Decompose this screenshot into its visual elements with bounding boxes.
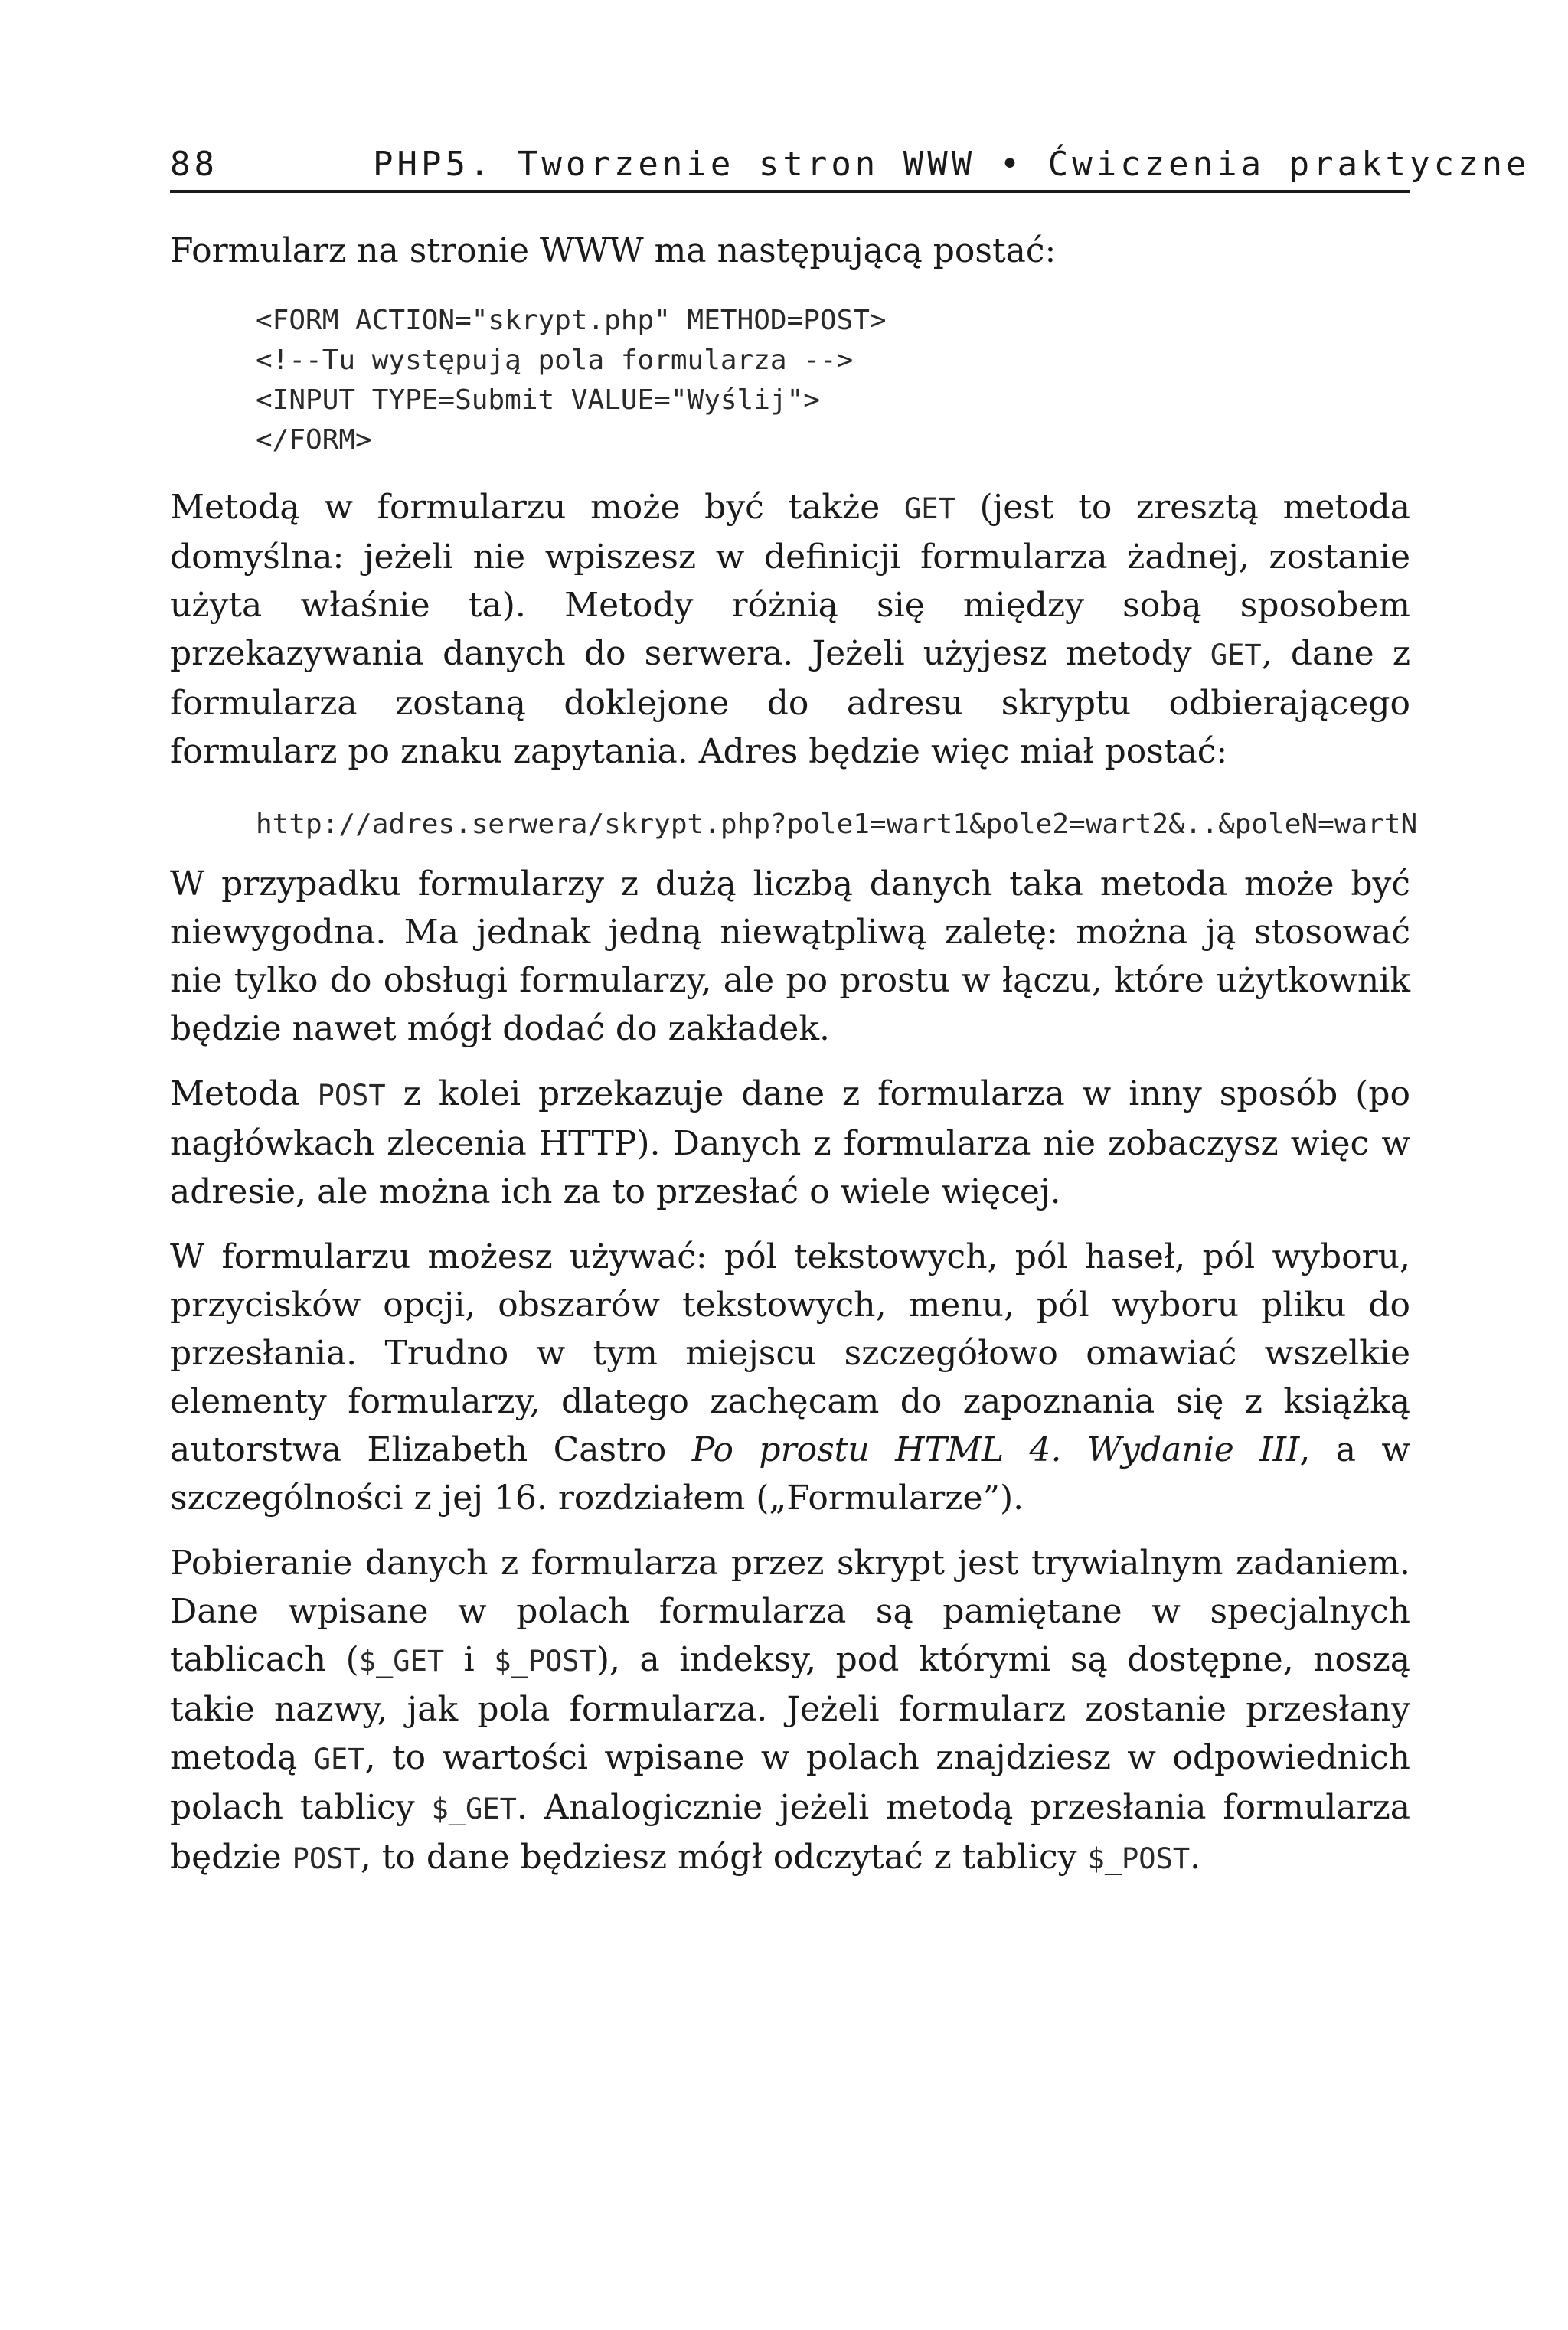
lead-paragraph: Formularz na stronie WWW ma następującą postać:: [170, 231, 1057, 270]
inline-code: POST: [317, 1079, 386, 1112]
text-run: (jest to zresztą metoda domyślna: jeżeli nie wpiszesz w definicji formularza żadnej, zostanie użyta właśnie ta). Metody różnią się między sobą sposobem przekazywania danych do serwera. Jeżeli użyjesz metody: [170, 488, 1410, 673]
code-line: <FORM ACTION="skrypt.php" METHOD=POST>: [256, 305, 887, 336]
paragraph-get-drawbacks: W przypadku formularzy z dużą liczbą danych taka metoda może być niewygodna. Ma jednak jedną niewątpliwą zaletę: można ją stosować nie tylko do obsługi formularzy, ale po prostu w łączu, które użytkownik będzie nawet mógł dodać do zakładek.: [170, 864, 1410, 1048]
text-run: . Analogicznie jeżeli metodą przesłania formularza będzie: [170, 1788, 1411, 1877]
text-run: z kolei przekazuje dane z formularza w inny sposób (po nagłówkach zlecenia HTTP). Danych z formularza nie zobaczysz więc w adresie, ale można ich za to przesłać o wiele więcej.: [170, 1074, 1410, 1211]
inline-code: $_POST: [1087, 1842, 1191, 1875]
code-line: </FORM>: [256, 424, 372, 456]
inline-code: GET: [1210, 639, 1262, 672]
code-line: <INPUT TYPE=Submit VALUE="Wyślij">: [256, 384, 820, 416]
inline-code: GET: [313, 1743, 365, 1776]
text-run: Metoda: [170, 1074, 318, 1113]
url-code-example: [170, 805, 1418, 845]
running-title: PHP5. Tworzenie stron WWW • Ćwiczenia praktyczne: [373, 145, 1530, 184]
text-run: , a w szczególności z jej 16. rozdziałem („Formularze”).: [170, 1430, 1411, 1518]
page-number: 88: [170, 145, 218, 184]
text-run: W formularzu możesz używać: pól tekstowych, pól haseł, pól wyboru, przycisków opcji, obszarów tekstowych, menu, pól wyboru pliku do przesłania. Trudno w tym miejscu szczegółowo omawiać wszelkie elementy formularzy, dlatego zachęcam do zapoznania się z książką autorstwa Elizabeth Castro: [170, 1237, 1410, 1469]
text-run: ), a indeksy, pod którymi są dostępne, noszą takie nazwy, jak pola formularza. Jeżeli formularz zostanie przesłany metodą: [170, 1640, 1411, 1777]
paragraph-reading-data: [170, 1539, 1410, 1883]
inline-code: $_GET: [358, 1645, 445, 1678]
paragraph-post-method: [170, 1070, 1410, 1216]
book-title: Po prostu HTML 4. Wydanie III: [691, 1430, 1300, 1469]
inline-code: $_GET: [431, 1792, 517, 1825]
paragraph-get-method: [170, 483, 1410, 776]
inline-code: POST: [292, 1842, 361, 1875]
code-line: <!--Tu występują pola formularza -->: [256, 345, 854, 376]
paragraph-form-elements: [170, 1233, 1410, 1522]
text-run: , to dane będziesz mógł odczytać z tablicy: [360, 1838, 1088, 1877]
text-run: Metodą w formularzu może być także: [170, 488, 904, 527]
text-run: , to wartości wpisane w polach znajdziesz w odpowiednich polach tablicy: [170, 1738, 1410, 1827]
text-run: Pobieranie danych z formularza przez skrypt jest trywialnym zadaniem. Dane wpisane w polach formularza są pamiętane w specjalnych tablicach (: [170, 1544, 1410, 1679]
text-run: , dane z formularza zostaną doklejone do adresu skryptu odbierającego formularz po znaku zapytania. Adres będzie więc miał postać:: [170, 634, 1411, 771]
form-code-example: [170, 301, 1410, 460]
code-line: http://adres.serwera/skrypt.php?pole1=wart1&pole2=wart2&..&poleN=wartN: [256, 809, 1418, 840]
text-run: .: [1190, 1838, 1201, 1877]
book-page: [170, 136, 1530, 1883]
running-header: [170, 136, 1530, 193]
text-run: i: [444, 1640, 495, 1679]
inline-code: $_POST: [494, 1645, 596, 1678]
inline-code: GET: [903, 492, 956, 525]
